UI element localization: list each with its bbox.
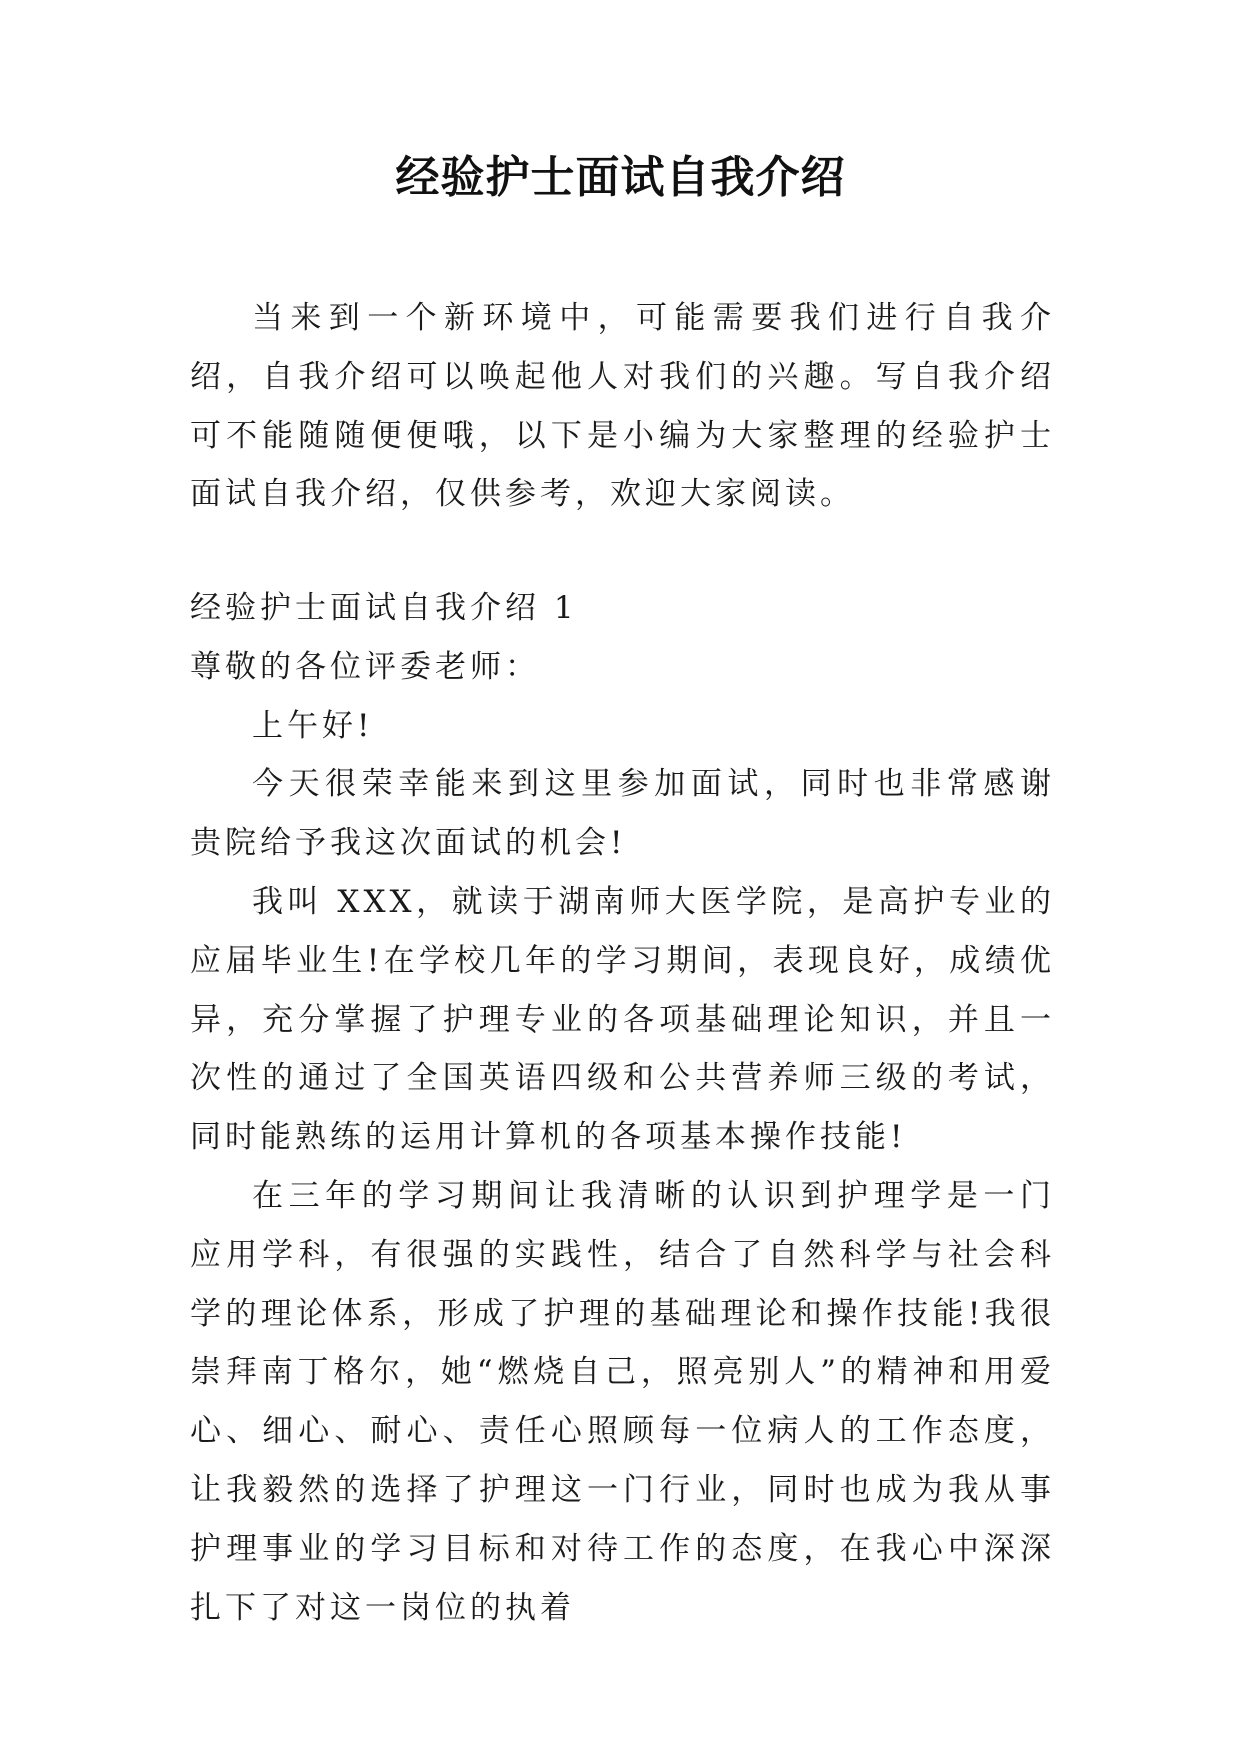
greeting: 上午好! — [252, 707, 374, 744]
body-paragraph: 今天很荣幸能来到这里参加面试，同时也非常感谢贵院给予我这次面试的机会! — [190, 766, 1055, 862]
salutation: 尊敬的各位评委老师： — [190, 648, 540, 685]
document-title: 经验护士面试自我介绍 — [395, 152, 846, 203]
letter-body — [190, 579, 1055, 1637]
section-heading: 经验护士面试自我介绍 1 — [190, 590, 578, 626]
body-paragraph: 在三年的学习期间让我清晰的认识到护理学是一门应用学科，有很强的实践性，结合了自然科学与社会科学的理论体系，形成了护理的基础理论和操作技能!我很崇拜南丁格尔，她“燃烧自己，照亮别人”的精神和用爱心、细心、耐心、责任心照顾每一位病人的工作态度，让我毅然的选择了护理这一门行业，同时也成为我从事护理事业的学习目标和对待工作的态度，在我心中深深扎下了对这一岗位的执着 — [190, 1177, 1055, 1626]
body-paragraph: 我叫 XXX，就读于湖南师大医学院，是高护专业的应届毕业生!在学校几年的学习期间，表现良好，成绩优异，充分掌握了护理专业的各项基础理论知识，并且一次性的通过了全国英语四级和公共营养师三级的考试，同时能熟练的运用计算机的各项基本操作技能! — [190, 883, 1055, 1156]
intro-paragraph: 当来到一个新环境中，可能需要我们进行自我介绍，自我介绍可以唤起他人对我们的兴趣。写自我介绍可不能随随便便哦，以下是小编为大家整理的经验护士面试自我介绍，仅供参考，欢迎大家阅读。 — [190, 300, 1055, 513]
